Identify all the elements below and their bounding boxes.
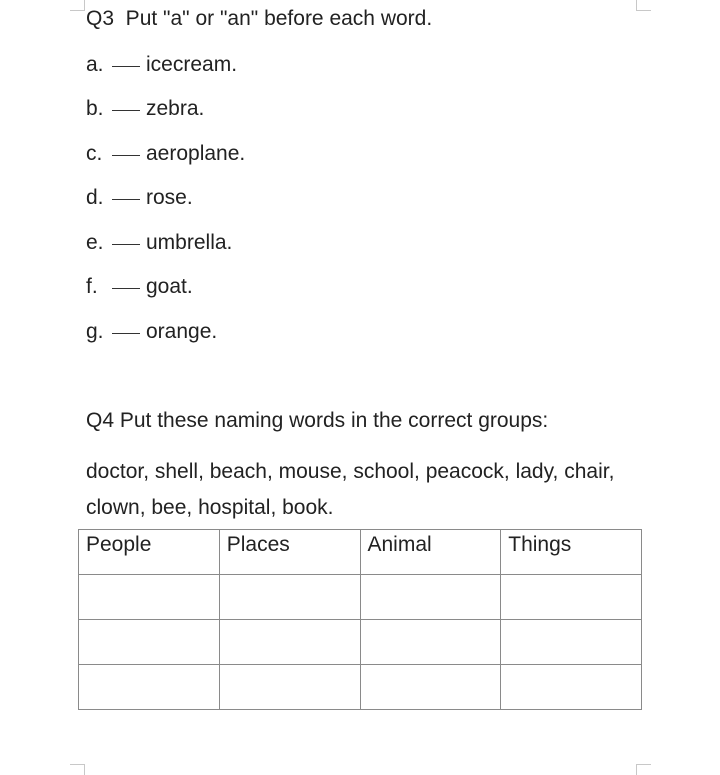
table-cell[interactable] [501, 665, 642, 710]
q3-item-d [86, 185, 193, 211]
page-corner-mark-bottom-left [70, 764, 85, 775]
table-cell[interactable] [79, 620, 220, 665]
header-animal: Animal [360, 530, 501, 575]
answer-blank [112, 155, 140, 156]
q4-word-list: doctor, shell, beach, mouse, school, peacock, lady, chair, clown, bee, hospital, book. [86, 460, 615, 519]
item-word: aeroplane. [146, 142, 246, 165]
item-word: goat. [146, 275, 193, 298]
table-row [79, 575, 642, 620]
answer-blank [112, 333, 140, 334]
header-places: Places [219, 530, 360, 575]
grouping-table [78, 529, 642, 710]
header-things: Things [501, 530, 642, 575]
table-cell[interactable] [360, 665, 501, 710]
table-cell[interactable] [219, 575, 360, 620]
answer-blank [112, 288, 140, 289]
item-word: icecream. [146, 53, 238, 76]
table-row [79, 620, 642, 665]
table-cell[interactable] [79, 665, 220, 710]
item-letter: b. [86, 97, 104, 120]
page-corner-mark-top-right [636, 0, 651, 11]
item-letter: a. [86, 53, 104, 76]
page-corner-mark-bottom-right [636, 764, 651, 775]
item-letter: f. [86, 275, 98, 298]
answer-blank [112, 110, 140, 111]
item-letter: c. [86, 142, 103, 165]
item-word: rose. [146, 186, 193, 209]
table-cell[interactable] [360, 575, 501, 620]
item-word: zebra. [146, 97, 205, 120]
item-word: umbrella. [146, 231, 233, 254]
table-cell[interactable] [219, 665, 360, 710]
q4-heading: Q4 Put these naming words in the correct groups: [86, 409, 549, 432]
item-letter: g. [86, 320, 104, 343]
answer-blank [112, 244, 140, 245]
q3-item-c [86, 141, 245, 167]
header-people: People [79, 530, 220, 575]
table-cell[interactable] [501, 620, 642, 665]
q3-item-e [86, 230, 232, 256]
q3-item-a [86, 52, 237, 78]
q3-item-f [86, 274, 193, 300]
page-corner-mark-top-left [70, 0, 85, 11]
item-word: orange. [146, 320, 218, 343]
table-cell[interactable] [219, 620, 360, 665]
q3-item-g [86, 319, 217, 345]
table-header-row [79, 530, 642, 575]
table-cell[interactable] [360, 620, 501, 665]
table-cell[interactable] [79, 575, 220, 620]
item-letter: d. [86, 186, 104, 209]
answer-blank [112, 66, 140, 67]
q3-heading: Q3 Put "a" or "an" before each word. [86, 7, 433, 30]
item-letter: e. [86, 231, 104, 254]
table-cell[interactable] [501, 575, 642, 620]
answer-blank [112, 199, 140, 200]
table-row [79, 665, 642, 710]
q3-item-b [86, 96, 204, 122]
